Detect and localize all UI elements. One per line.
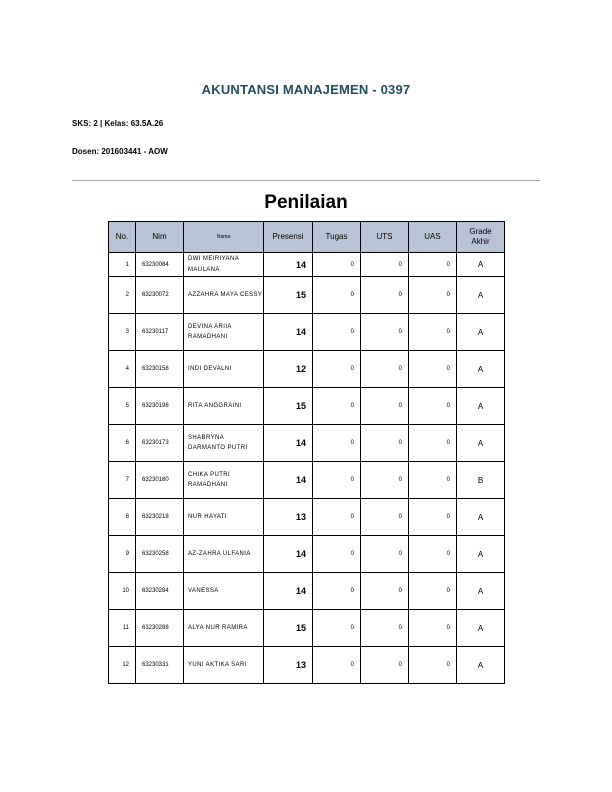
- student-name: NUR HAYATI: [184, 499, 264, 536]
- col-header-grade: [457, 222, 505, 253]
- col-header-uas: UAS: [409, 222, 457, 253]
- assignment-score: 0: [313, 647, 361, 684]
- attendance-value: 14: [264, 536, 313, 573]
- final-grade: A: [457, 314, 505, 351]
- final-score: 0: [409, 573, 457, 610]
- midterm-score: 0: [361, 277, 409, 314]
- final-score: 0: [409, 277, 457, 314]
- final-grade: A: [457, 536, 505, 573]
- midterm-score: 0: [361, 573, 409, 610]
- final-grade: A: [457, 499, 505, 536]
- assignment-score: 0: [313, 462, 361, 499]
- table-row: [109, 573, 505, 610]
- final-grade: A: [457, 425, 505, 462]
- final-grade: B: [457, 462, 505, 499]
- midterm-score: 0: [361, 610, 409, 647]
- attendance-value: 15: [264, 277, 313, 314]
- student-nim: 63230258: [136, 536, 184, 573]
- assignment-score: 0: [313, 425, 361, 462]
- table-row: [109, 536, 505, 573]
- col-header-nim: Nim: [136, 222, 184, 253]
- final-score: 0: [409, 351, 457, 388]
- assignment-score: 0: [313, 351, 361, 388]
- section-title: Penilaian: [264, 192, 348, 213]
- attendance-value: 15: [264, 388, 313, 425]
- midterm-score: 0: [361, 462, 409, 499]
- assignment-score: 0: [313, 277, 361, 314]
- attendance-value: 14: [264, 462, 313, 499]
- student-nim: 63230331: [136, 647, 184, 684]
- attendance-value: 14: [264, 314, 313, 351]
- student-nim: 63230198: [136, 388, 184, 425]
- table-row: [109, 610, 505, 647]
- table-row: [109, 277, 505, 314]
- midterm-score: 0: [361, 388, 409, 425]
- col-header-nama: Nama: [184, 222, 264, 253]
- row-number: 6: [109, 425, 136, 462]
- attendance-value: 13: [264, 647, 313, 684]
- table-row: [109, 314, 505, 351]
- course-title: AKUNTANSI MANAJEMEN - 0397: [201, 82, 411, 97]
- midterm-score: 0: [361, 314, 409, 351]
- row-number: 9: [109, 536, 136, 573]
- student-name: RITA ANGGRAINI: [184, 388, 264, 425]
- assignment-score: 0: [313, 573, 361, 610]
- table-row: [109, 388, 505, 425]
- row-number: 11: [109, 610, 136, 647]
- final-score: 0: [409, 425, 457, 462]
- final-grade: A: [457, 610, 505, 647]
- row-number: 7: [109, 462, 136, 499]
- final-score: 0: [409, 610, 457, 647]
- row-number: 4: [109, 351, 136, 388]
- final-grade: A: [457, 351, 505, 388]
- midterm-score: 0: [361, 351, 409, 388]
- row-number: 1: [109, 253, 136, 277]
- row-number: 5: [109, 388, 136, 425]
- grades-table: [108, 221, 505, 684]
- student-nim: 63230180: [136, 462, 184, 499]
- row-number: 10: [109, 573, 136, 610]
- midterm-score: 0: [361, 647, 409, 684]
- student-name: CHIKA PUTRI RAMADHANI: [184, 462, 264, 499]
- table-body: [109, 253, 505, 684]
- student-nim: 63230072: [136, 277, 184, 314]
- final-grade: A: [457, 253, 505, 277]
- final-score: 0: [409, 462, 457, 499]
- final-score: 0: [409, 314, 457, 351]
- student-name: INDI DEVALNI: [184, 351, 264, 388]
- col-header-presensi: Presensi: [264, 222, 313, 253]
- table-row: [109, 647, 505, 684]
- assignment-score: 0: [313, 253, 361, 277]
- final-score: 0: [409, 499, 457, 536]
- student-nim: 63230288: [136, 610, 184, 647]
- final-grade: A: [457, 388, 505, 425]
- final-score: 0: [409, 253, 457, 277]
- table-row: [109, 253, 505, 277]
- student-name: YUNI AKTIKA SARI: [184, 647, 264, 684]
- student-nim: 63230158: [136, 351, 184, 388]
- attendance-value: 15: [264, 610, 313, 647]
- student-nim: 63230084: [136, 253, 184, 277]
- attendance-value: 13: [264, 499, 313, 536]
- student-name: DEVINA ARIIA RAMADHANI: [184, 314, 264, 351]
- col-header-tugas: Tugas: [313, 222, 361, 253]
- final-score: 0: [409, 647, 457, 684]
- lecturer-line: Dosen: 201603441 - AOW: [72, 147, 168, 156]
- student-name: SHABRYNA DARMANTO PUTRI: [184, 425, 264, 462]
- table-row: [109, 351, 505, 388]
- student-name: VANESSA: [184, 573, 264, 610]
- attendance-value: 14: [264, 573, 313, 610]
- assignment-score: 0: [313, 499, 361, 536]
- row-number: 12: [109, 647, 136, 684]
- assignment-score: 0: [313, 610, 361, 647]
- col-header-grade-line1: Grade: [469, 227, 492, 236]
- col-header-uts: UTS: [361, 222, 409, 253]
- student-name: DWI MEIRIYANA MAULANA: [184, 253, 264, 277]
- student-name: AZ-ZAHRA ULFANIA: [184, 536, 264, 573]
- student-nim: 63230117: [136, 314, 184, 351]
- student-nim: 63230284: [136, 573, 184, 610]
- header-divider: [72, 180, 540, 181]
- table-row: [109, 499, 505, 536]
- col-header-no: No.: [109, 222, 136, 253]
- assignment-score: 0: [313, 536, 361, 573]
- table-row: [109, 425, 505, 462]
- final-grade: A: [457, 573, 505, 610]
- attendance-value: 12: [264, 351, 313, 388]
- assignment-score: 0: [313, 388, 361, 425]
- final-grade: A: [457, 277, 505, 314]
- row-number: 8: [109, 499, 136, 536]
- final-score: 0: [409, 536, 457, 573]
- student-name: AZZAHRA MAYA CESSY: [184, 277, 264, 314]
- attendance-value: 14: [264, 425, 313, 462]
- midterm-score: 0: [361, 253, 409, 277]
- midterm-score: 0: [361, 425, 409, 462]
- final-score: 0: [409, 388, 457, 425]
- student-nim: 63230173: [136, 425, 184, 462]
- midterm-score: 0: [361, 499, 409, 536]
- attendance-value: 14: [264, 253, 313, 277]
- midterm-score: 0: [361, 536, 409, 573]
- table-header-row: [109, 222, 505, 253]
- col-header-grade-line2: Akhir: [471, 237, 490, 246]
- sks-class-line: SKS: 2 | Kelas: 63.5A.26: [72, 119, 164, 128]
- table-row: [109, 462, 505, 499]
- row-number: 3: [109, 314, 136, 351]
- student-name: ALYA NUR RAMIRA: [184, 610, 264, 647]
- assignment-score: 0: [313, 314, 361, 351]
- student-nim: 63230218: [136, 499, 184, 536]
- row-number: 2: [109, 277, 136, 314]
- final-grade: A: [457, 647, 505, 684]
